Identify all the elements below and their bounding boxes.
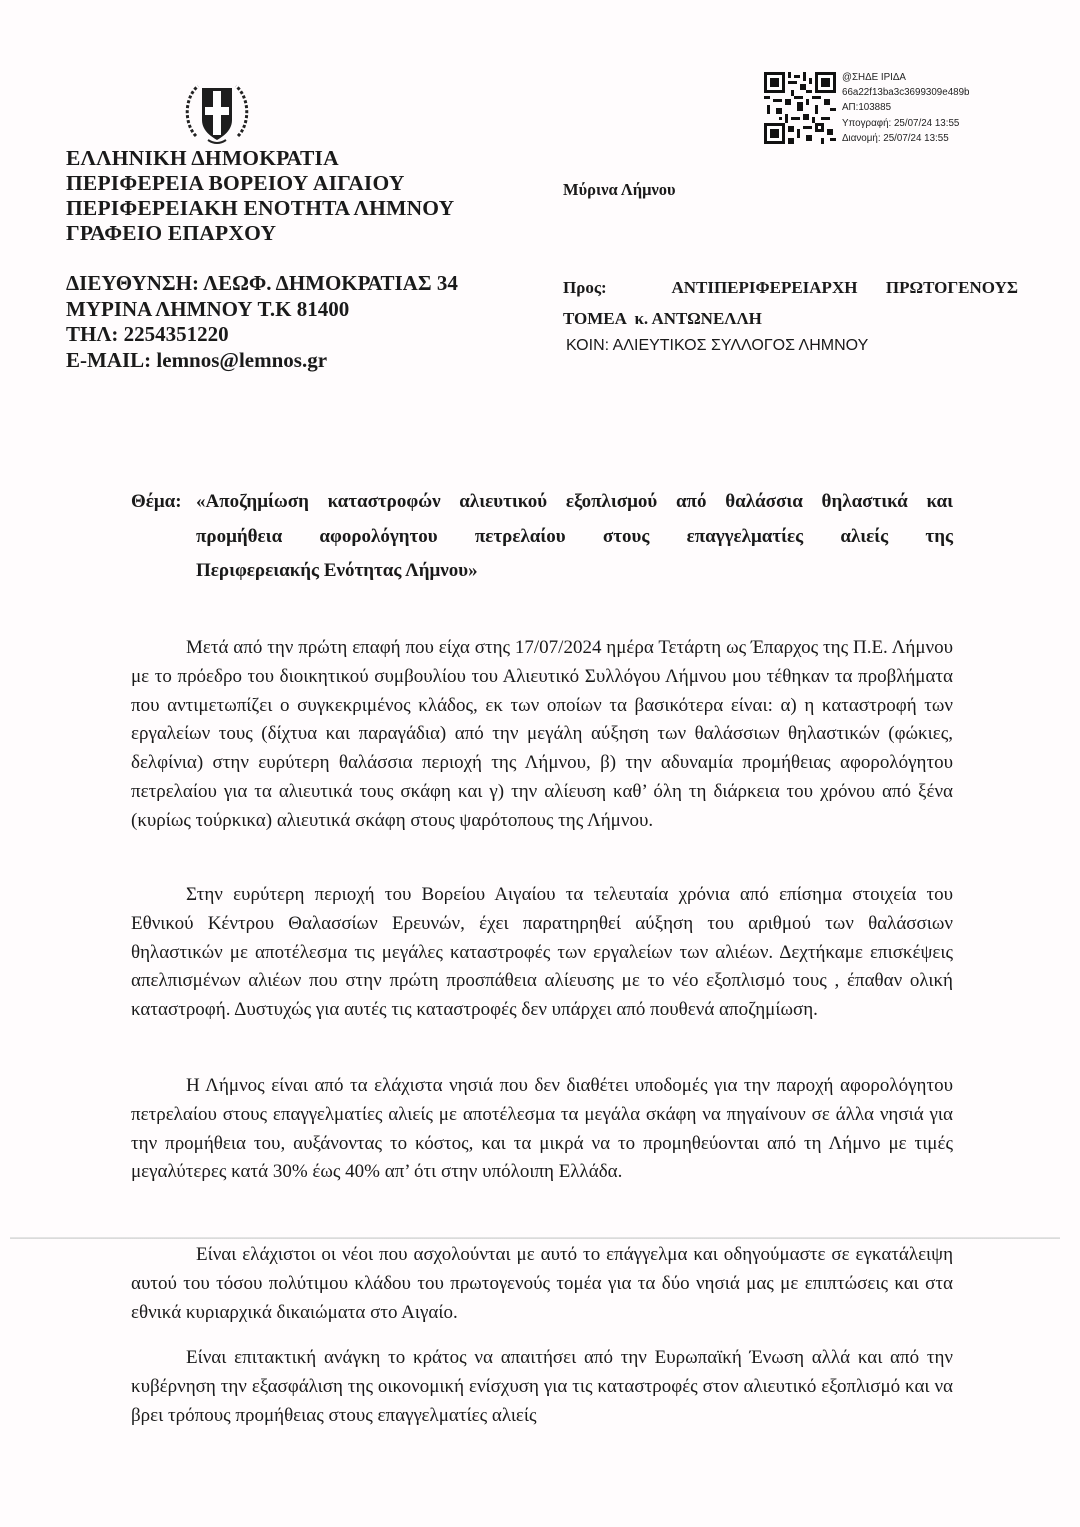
subject-label: Θέμα: <box>131 491 182 512</box>
paragraph-text: Είναι επιτακτική ανάγκη το κράτος να απαιτήσει από την Ευρωπαϊκή Ένωση αλλά και από την κυβέρνηση την εξασφάλιση της οικονομική ενίσχυση για τις καταστροφές στον αλιευτικό εξοπλισμό και να βρει τρόπους προμήθειας στους επαγγελματίες αλιείς <box>131 1347 953 1426</box>
body-paragraph <box>131 1241 953 1327</box>
paragraph-text: Είναι ελάχιστοι οι νέοι που ασχολούνται με αυτό το επάγγελμα και οδηγούμαστε σε εγκατάλειψη αυτού του τόσου πολύτιμου κλάδου του πρωτογενούς τομέα για τα δύο νησιά μας με επιπτώσεις και στα εθνικά κυριαρχικά δικαιώματα στο Αιγαίο. <box>131 1244 953 1323</box>
email-line: E-MAIL: lemnos@lemnos.gr <box>66 347 328 372</box>
issuer-line: ΠΕΡΙΦΕΡΕΙΑΚΗ ΕΝΟΤΗΤΑ ΛΗΜΝΟΥ <box>66 196 455 220</box>
issuer-line: ΕΛΛΗΝΙΚΗ ΔΗΜΟΚΡΑΤΙΑ <box>66 146 339 170</box>
stamp-hash: 66a22f13ba3c3699309e489b <box>842 87 970 99</box>
address-line: ΜΥΡΙΝΑ ΛΗΜΝΟΥ Τ.Κ 81400 <box>66 296 350 321</box>
subject-line: Περιφερειακής Ενότητας Λήμνου» <box>196 560 478 581</box>
place-of-issue: Μύρινα Λήμνου <box>563 180 676 199</box>
recipient-name: ΤΟΜΕΑ κ. ΑΝΤΩΝΕΛΛΗ <box>563 309 762 328</box>
phone-line: ΤΗΛ: 2254351220 <box>66 322 229 346</box>
protocol-stamp <box>764 72 970 146</box>
paragraph-text: Η Λήμνος είναι από τα ελάχιστα νησιά που δεν διαθέτει υποδομές για την παροχή αφορολόγητου πετρελαίου στους επαγγελματίες αλιείς με αποτέλεσμα τα μεγάλα σκάφη να πηγαίνουν σε άλλα νησιά για την προμήθεια του, αυξάνοντας το κόστος, και τα μικρά να το προμηθεύονται από τη Λήμνο με τιμές μεγαλύτερες κατά 30% έως 40% απ’ ότι στην υπόλοιπη Ελλάδα. <box>131 1075 953 1183</box>
paragraph-text: Μετά από την πρώτη επαφή που είχα στης 17/07/2024 ημέρα Τετάρτη ως Έπαρχος της Π.Ε. Λήμνου με το πρόεδρο του διοικητικού συμβουλίου του Αλιευτικό Συλλόγου Λήμνου μου τέθηκαν τα προβλήματα που αντιμετωπίζει ο συγκεκριμένος κλάδος, εκ των οποίων τα βασικότερα είναι: α) η καταστροφή των εργαλείων τους (δίχτυα και παραγάδια) από την μεγάλη αύξηση των θαλάσσιων θηλαστικών (φώκιες, δελφίνια) στην ευρύτερη θαλάσσια περιοχή της Λήμνου, β) την αδυναμία προμήθειας αφορολόγητου πετρελαίου για τα αλιευτικά τους σκάφη και γ) την αλίευση καθ’ όλη τη διάρκεια του χρόνου από ξένα (κυρίως τούρκικα) αλιευτικά σκάφη στους ψαρότοπους της Λήμνου. <box>131 637 953 831</box>
stamp-system: @ΣΗΔΕ ΙΡΙΔΑ <box>842 72 906 83</box>
recipient-block <box>563 272 1018 334</box>
body-paragraph <box>131 881 953 1025</box>
recipient-label: Προς: <box>563 278 607 297</box>
body-paragraph <box>131 1344 953 1430</box>
issuer-line: ΠΕΡΙΦΕΡΕΙΑ ΒΟΡΕΙΟΥ ΑΙΓΑΙΟΥ <box>66 171 405 195</box>
subject-line: προμήθεια αφορολόγητου πετρελαίου στους επαγγελματίες αλιείς της <box>196 525 953 547</box>
cc-line: ΚΟΙΝ: ΑΛΙΕΥΤΙΚΟΣ ΣΥΛΛΟΓΟΣ ΛΗΜΝΟΥ <box>566 337 869 354</box>
scan-seam-divider <box>10 1237 1060 1239</box>
body-paragraph <box>131 1072 953 1187</box>
address-line: ΔΙΕΥΘΥΝΣΗ: ΛΕΩΦ. ΔΗΜΟΚΡΑΤΙΑΣ 34 <box>66 271 458 295</box>
recipient-title: ΑΝΤΙΠΕΡΙΦΕΡΕΙΑΡΧΗ <box>671 278 858 297</box>
address-block <box>66 271 458 373</box>
distribution-timestamp: Διανομή: 25/07/24 13:55 <box>842 132 949 144</box>
subject-line: «Αποζημίωση καταστροφών αλιευτικού εξοπλισμού από θαλάσσια θηλαστικά και <box>196 491 953 512</box>
body-paragraph <box>131 634 953 836</box>
signature-timestamp: Υπογραφή: 25/07/24 13:55 <box>842 117 960 129</box>
greek-coat-of-arms-icon <box>180 74 254 148</box>
recipient-sector: ΠΡΩΤΟΓΕΝΟΥΣ <box>885 278 1018 297</box>
protocol-number: ΑΠ:103885 <box>842 102 892 114</box>
stamp-text <box>842 70 970 146</box>
subject-block <box>131 485 953 589</box>
qr-code-icon <box>764 72 836 144</box>
issuer-line: ΓΡΑΦΕΙΟ ΕΠΑΡΧΟΥ <box>66 221 277 245</box>
paragraph-text: Στην ευρύτερη περιοχή του Βορείου Αιγαίου τα τελευταία χρόνια από επίσημα στοιχεία του Εθνικού Κέντρου Θαλασσίων Ερευνών, έχει παρατηρηθεί αύξηση του αριθμού των θαλάσσιων θηλαστικών με αποτέλεσμα τις μεγάλες καταστροφές των εργαλείων των αλιέων. Δεχτήκαμε επισκέψεις απελπισμένων αλιέων που στην πρώτη προσπάθεια αλίευσης με το νέο εξοπλισμό τους , έπαθαν ολική καταστροφή. Δυστυχώς για αυτές τις καταστροφές δεν υπάρχει από πουθενά αποζημίωση. <box>131 884 953 1021</box>
issuer-block <box>66 146 454 246</box>
